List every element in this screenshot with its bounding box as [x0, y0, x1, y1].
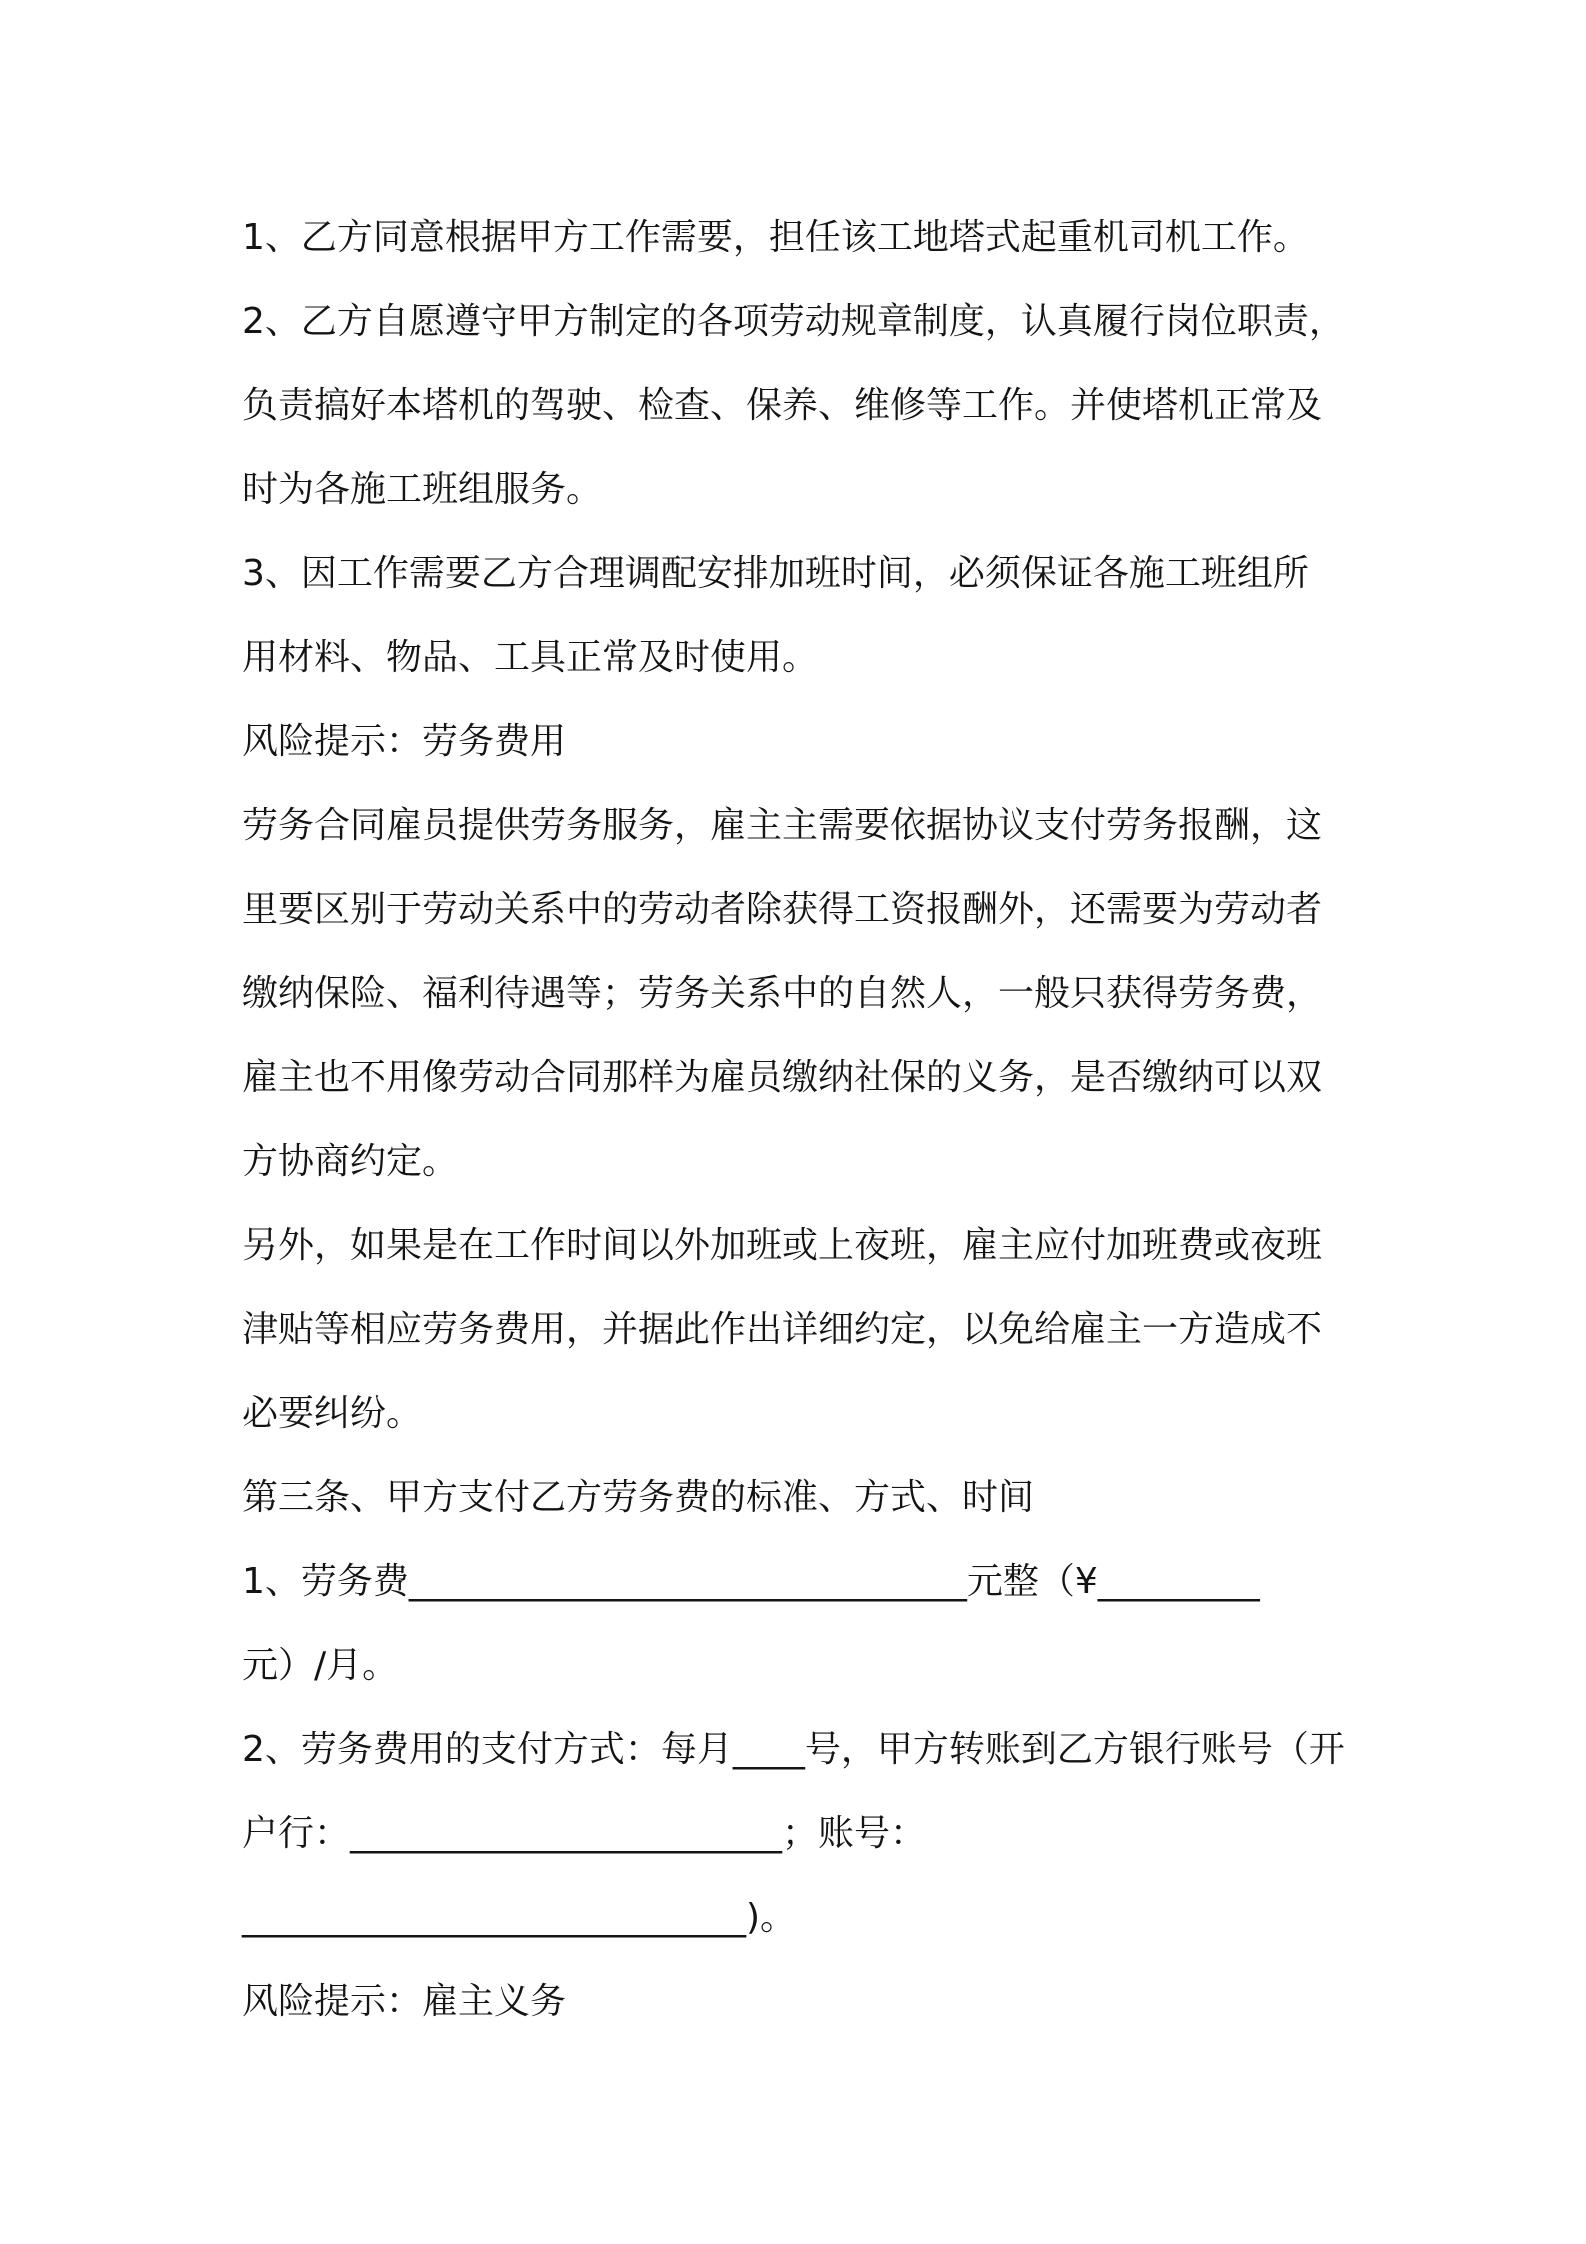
text-line: ____________________________)。: [242, 1897, 797, 1938]
text-line: 劳务合同雇员提供劳务服务，雇主主需要依据协议支付劳务报酬，这: [242, 805, 1323, 846]
text-line: 缴纳保险、福利待遇等；劳务关系中的自然人，一般只获得劳务费，: [242, 973, 1323, 1014]
text-line: 1、劳务费_______________________________元整（¥_________: [242, 1561, 1260, 1602]
text-line: 雇主也不用像劳动合同那样为雇员缴纳社保的义务，是否缴纳可以双: [242, 1057, 1323, 1098]
clause-2-rules-duties: [242, 280, 1362, 532]
text-line: 3、因工作需要乙方合理调配安排加班时间，必须保证各施工班组所: [242, 553, 1309, 594]
section-heading: 风险提示：雇主义务: [242, 1981, 567, 2022]
text-line: 2、乙方自愿遵守甲方制定的各项劳动规章制度，认真履行岗位职责，: [242, 301, 1345, 342]
text-line: 津贴等相应劳务费用，并据此作出详细约定，以免给雇主一方造成不: [242, 1309, 1323, 1350]
text-line: 1、乙方同意根据甲方工作需要，担任该工地塔式起重机司机工作。: [242, 217, 1309, 258]
clause-1-crane-operator: [242, 196, 1362, 280]
risk-tip-heading-employer-duty: [242, 1960, 1362, 2044]
text-line: 另外，如果是在工作时间以外加班或上夜班，雇主应付加班费或夜班: [242, 1225, 1323, 1266]
labor-fee-amount-blank: [242, 1540, 1362, 1708]
text-line: 2、劳务费用的支付方式：每月____号，甲方转账到乙方银行账号（开: [242, 1729, 1345, 1770]
payment-method-blank: [242, 1708, 1362, 1960]
text-line: 元）/月。: [242, 1645, 399, 1686]
text-line: 用材料、物品、工具正常及时使用。: [242, 637, 819, 678]
text-line: 户行：________________________；账号：: [242, 1813, 927, 1854]
text-line: 时为各施工班组服务。: [242, 469, 603, 510]
section-heading: 风险提示：劳务费用: [242, 721, 567, 762]
overtime-allowance-paragraph: [242, 1204, 1362, 1456]
risk-tip-body-labor-fees: [242, 784, 1362, 1204]
document-body: [242, 196, 1362, 2044]
text-line: 里要区别于劳动关系中的劳动者除获得工资报酬外，还需要为劳动者: [242, 889, 1323, 930]
text-line: 方协商约定。: [242, 1141, 459, 1182]
section-heading: 第三条、甲方支付乙方劳务费的标准、方式、时间: [242, 1477, 1035, 1518]
text-line: 负责搞好本塔机的驾驶、检查、保养、维修等工作。并使塔机正常及: [242, 385, 1323, 426]
risk-tip-heading-labor-fees: [242, 700, 1362, 784]
article-3-heading: [242, 1456, 1362, 1540]
clause-3-overtime: [242, 532, 1362, 700]
text-line: 必要纠纷。: [242, 1393, 423, 1434]
